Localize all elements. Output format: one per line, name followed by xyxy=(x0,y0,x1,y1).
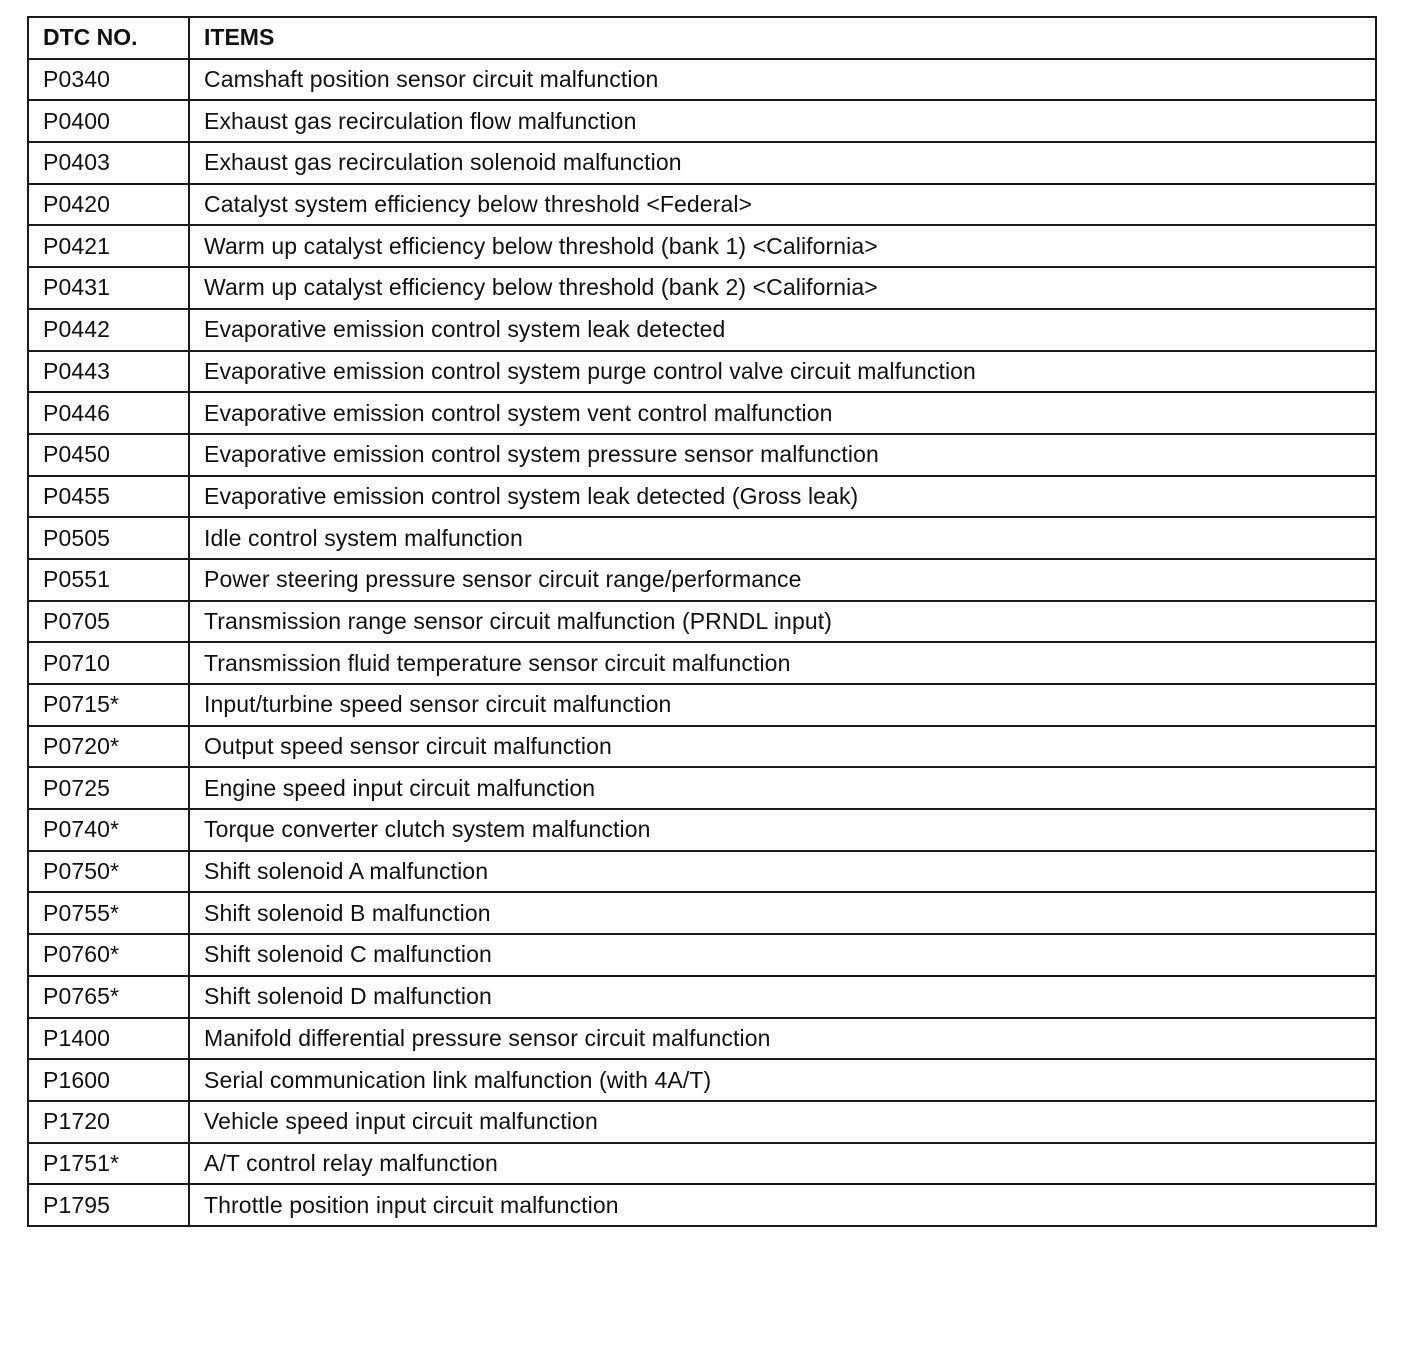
dtc-item-cell: Engine speed input circuit malfunction xyxy=(189,767,1376,809)
dtc-item-cell: Shift solenoid B malfunction xyxy=(189,892,1376,934)
dtc-code-cell: P0715* xyxy=(28,684,189,726)
dtc-item-cell: Camshaft position sensor circuit malfunction xyxy=(189,59,1376,101)
dtc-code-cell: P0450 xyxy=(28,434,189,476)
dtc-item-cell: Transmission fluid temperature sensor circuit malfunction xyxy=(189,642,1376,684)
dtc-item-cell: Evaporative emission control system leak detected xyxy=(189,309,1376,351)
table-row xyxy=(28,517,1376,559)
dtc-code-cell: P0400 xyxy=(28,100,189,142)
dtc-code-cell: P0760* xyxy=(28,934,189,976)
dtc-item-cell: Evaporative emission control system purge control valve circuit malfunction xyxy=(189,351,1376,393)
dtc-item-cell: Manifold differential pressure sensor circuit malfunction xyxy=(189,1018,1376,1060)
table-row xyxy=(28,976,1376,1018)
dtc-code-cell: P0740* xyxy=(28,809,189,851)
table-row xyxy=(28,476,1376,518)
dtc-code-cell: P0403 xyxy=(28,142,189,184)
dtc-item-cell: Torque converter clutch system malfunction xyxy=(189,809,1376,851)
table-row xyxy=(28,851,1376,893)
table-row xyxy=(28,767,1376,809)
dtc-code-cell: P0431 xyxy=(28,267,189,309)
dtc-code-cell: P0442 xyxy=(28,309,189,351)
dtc-code-cell: P0340 xyxy=(28,59,189,101)
dtc-item-cell: Warm up catalyst efficiency below threshold (bank 1) <California> xyxy=(189,225,1376,267)
dtc-code-cell: P0421 xyxy=(28,225,189,267)
dtc-item-cell: Evaporative emission control system pressure sensor malfunction xyxy=(189,434,1376,476)
dtc-item-cell: Exhaust gas recirculation solenoid malfunction xyxy=(189,142,1376,184)
table-row xyxy=(28,434,1376,476)
table-row xyxy=(28,809,1376,851)
table-row xyxy=(28,267,1376,309)
dtc-code-cell: P0420 xyxy=(28,184,189,226)
dtc-item-cell: Output speed sensor circuit malfunction xyxy=(189,726,1376,768)
dtc-item-cell: Idle control system malfunction xyxy=(189,517,1376,559)
header-items: ITEMS xyxy=(189,17,1376,59)
dtc-code-cell: P0505 xyxy=(28,517,189,559)
table-row xyxy=(28,225,1376,267)
dtc-code-cell: P0455 xyxy=(28,476,189,518)
dtc-code-cell: P0755* xyxy=(28,892,189,934)
dtc-code-cell: P1600 xyxy=(28,1059,189,1101)
dtc-code-cell: P1751* xyxy=(28,1143,189,1185)
dtc-code-cell: P0720* xyxy=(28,726,189,768)
table-row xyxy=(28,309,1376,351)
table-row xyxy=(28,1143,1376,1185)
dtc-item-cell: Catalyst system efficiency below threshold <Federal> xyxy=(189,184,1376,226)
table-row xyxy=(28,184,1376,226)
table-row xyxy=(28,392,1376,434)
dtc-item-cell: Vehicle speed input circuit malfunction xyxy=(189,1101,1376,1143)
dtc-item-cell: Transmission range sensor circuit malfunction (PRNDL input) xyxy=(189,601,1376,643)
header-dtc-no: DTC NO. xyxy=(28,17,189,59)
table-header-row xyxy=(28,17,1376,59)
dtc-item-cell: Shift solenoid A malfunction xyxy=(189,851,1376,893)
table-row xyxy=(28,1184,1376,1226)
table-row xyxy=(28,351,1376,393)
table-row xyxy=(28,1018,1376,1060)
dtc-code-cell: P0446 xyxy=(28,392,189,434)
dtc-code-cell: P0710 xyxy=(28,642,189,684)
dtc-code-cell: P1720 xyxy=(28,1101,189,1143)
table-row xyxy=(28,142,1376,184)
table-row xyxy=(28,934,1376,976)
table-body xyxy=(28,59,1376,1226)
table-row xyxy=(28,684,1376,726)
dtc-item-cell: Evaporative emission control system leak detected (Gross leak) xyxy=(189,476,1376,518)
dtc-code-cell: P1795 xyxy=(28,1184,189,1226)
dtc-item-cell: Serial communication link malfunction (with 4A/T) xyxy=(189,1059,1376,1101)
dtc-code-cell: P0765* xyxy=(28,976,189,1018)
table-row xyxy=(28,1059,1376,1101)
table-row xyxy=(28,1101,1376,1143)
dtc-code-cell: P0443 xyxy=(28,351,189,393)
dtc-item-cell: Power steering pressure sensor circuit range/performance xyxy=(189,559,1376,601)
table-row xyxy=(28,59,1376,101)
dtc-item-cell: Evaporative emission control system vent control malfunction xyxy=(189,392,1376,434)
table-row xyxy=(28,892,1376,934)
dtc-item-cell: Shift solenoid C malfunction xyxy=(189,934,1376,976)
table-row xyxy=(28,100,1376,142)
dtc-code-cell: P0705 xyxy=(28,601,189,643)
table-row xyxy=(28,726,1376,768)
dtc-code-cell: P0551 xyxy=(28,559,189,601)
dtc-item-cell: Input/turbine speed sensor circuit malfunction xyxy=(189,684,1376,726)
dtc-code-cell: P1400 xyxy=(28,1018,189,1060)
dtc-item-cell: Warm up catalyst efficiency below threshold (bank 2) <California> xyxy=(189,267,1376,309)
dtc-table xyxy=(27,16,1377,1227)
dtc-item-cell: Shift solenoid D malfunction xyxy=(189,976,1376,1018)
dtc-item-cell: A/T control relay malfunction xyxy=(189,1143,1376,1185)
table-row xyxy=(28,601,1376,643)
dtc-code-cell: P0750* xyxy=(28,851,189,893)
dtc-item-cell: Exhaust gas recirculation flow malfunction xyxy=(189,100,1376,142)
dtc-code-cell: P0725 xyxy=(28,767,189,809)
table-row xyxy=(28,642,1376,684)
table-row xyxy=(28,559,1376,601)
dtc-item-cell: Throttle position input circuit malfunction xyxy=(189,1184,1376,1226)
